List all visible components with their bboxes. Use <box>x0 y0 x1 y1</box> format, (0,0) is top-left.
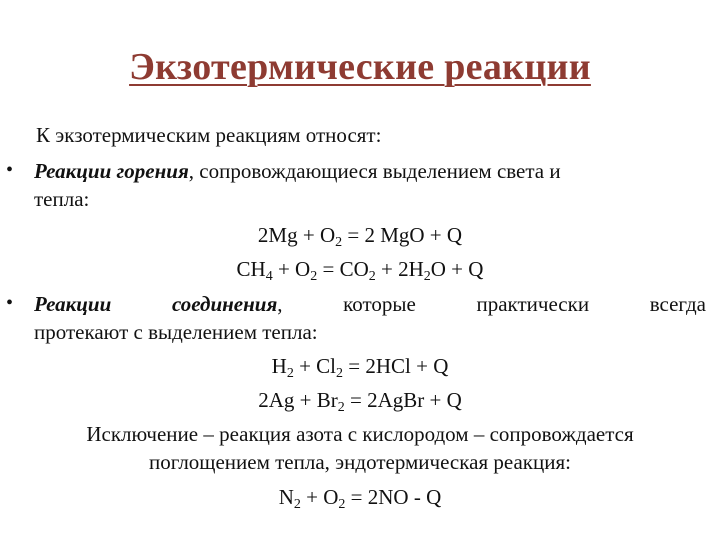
intro-text: К экзотермическим реакциям относят: <box>36 123 382 147</box>
eq2-part: + 2H <box>375 257 424 281</box>
equation-5 <box>0 484 720 510</box>
eq3-part: = 2HCl + Q <box>343 354 449 378</box>
eq2-subscript: 2 <box>423 269 431 284</box>
bullet-2-word: Реакции <box>34 292 112 316</box>
bullet-2-comma: , <box>277 292 283 316</box>
eq2-part: + O <box>272 257 311 281</box>
equation-2 <box>0 256 720 282</box>
bullet-2-continuation: протекают с выделением тепла: <box>34 320 318 344</box>
eq5-part: = 2NO - Q <box>345 485 442 509</box>
bullet-1-term: Реакции горения <box>34 159 189 183</box>
eq2-part: O + Q <box>430 257 484 281</box>
exception-line-1: Исключение – реакция азота с кислородом – сопровождается <box>86 422 634 446</box>
bullet-2-word: всегда <box>649 292 706 316</box>
eq5-subscript: 2 <box>338 497 346 512</box>
eq4-part: = 2AgBr + Q <box>344 388 462 412</box>
bullet-2-marker: • <box>6 292 14 314</box>
eq5-part: + O <box>300 485 339 509</box>
eq2-part: CH <box>236 257 266 281</box>
eq2-subscript: 2 <box>368 269 376 284</box>
bullet-2-word: практически <box>476 292 590 316</box>
eq2-subscript: 4 <box>265 269 273 284</box>
eq5-subscript: 2 <box>293 497 301 512</box>
eq1-part: 2Mg + O <box>257 223 336 247</box>
eq4-part: 2Ag + Br <box>258 388 338 412</box>
bullet-1-continuation: тепла: <box>34 187 90 211</box>
eq3-subscript: 2 <box>286 366 294 381</box>
bullet-1-rest: , сопровождающиеся выделением света и <box>188 159 561 183</box>
eq5-part: N <box>278 485 294 509</box>
eq3-part: + Cl <box>293 354 336 378</box>
bullet-1-marker: • <box>6 159 14 181</box>
bullet-2-line <box>34 291 706 317</box>
bullet-2-word: которые <box>343 292 416 316</box>
eq4-subscript: 2 <box>337 400 345 415</box>
eq3-part: H <box>271 354 287 378</box>
eq2-part: = CO <box>317 257 369 281</box>
bullet-1-line <box>34 158 561 184</box>
eq3-subscript: 2 <box>336 366 343 381</box>
eq1-part: = 2 MgO + Q <box>342 223 463 247</box>
eq2-subscript: 2 <box>310 269 318 284</box>
equation-1 <box>0 222 720 248</box>
equation-3 <box>0 353 720 379</box>
bullet-2-word: соединения <box>171 292 278 316</box>
eq1-subscript: 2 <box>335 235 343 250</box>
equation-4 <box>0 387 720 413</box>
slide-title: Экзотермические реакции <box>129 46 591 88</box>
exception-line-2: поглощением тепла, эндотермическая реакция: <box>149 450 571 474</box>
